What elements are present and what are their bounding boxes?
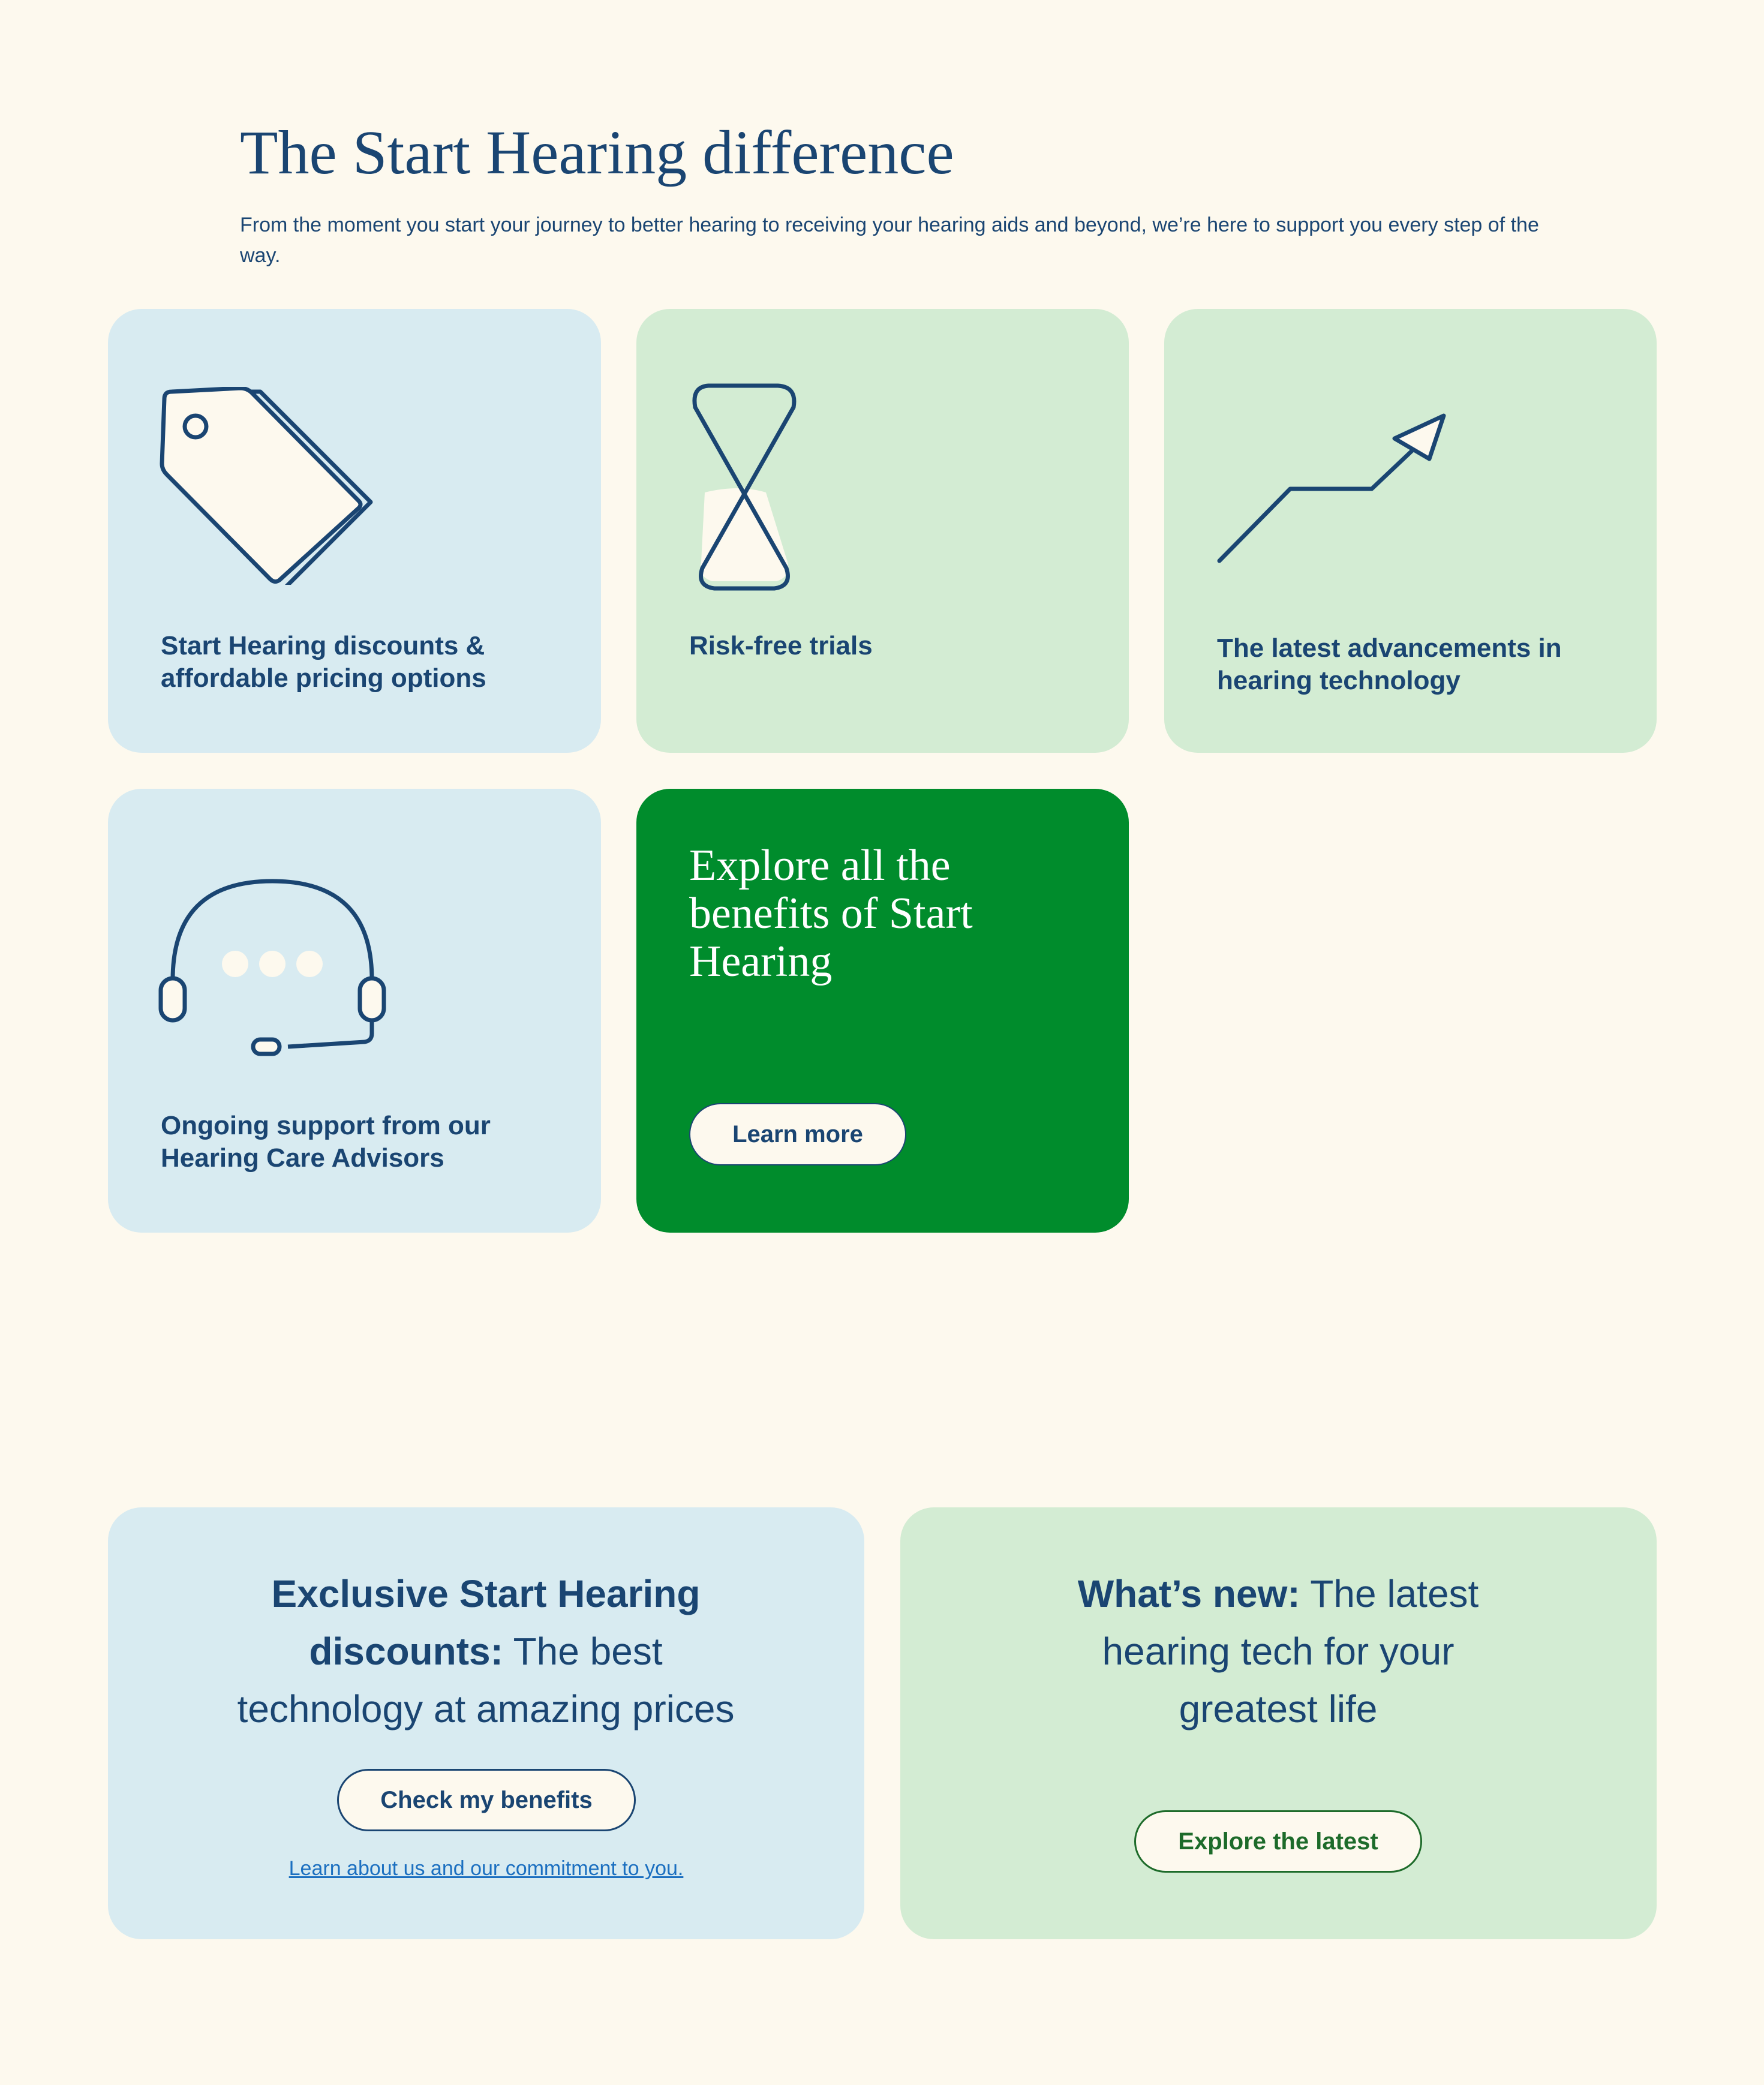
feature-label-trials: Risk-free trials	[689, 631, 873, 660]
promo-body-whats-new: The latest hearing tech for your greatest life	[1102, 1572, 1479, 1731]
promo-heading-whats-new: What’s new:	[1077, 1572, 1300, 1615]
cta-card	[636, 789, 1129, 1233]
promo-text-whats-new	[1062, 1565, 1494, 1738]
feature-card-trials	[636, 309, 1129, 753]
feature-card-discounts	[108, 309, 601, 753]
feature-card-technology	[1164, 309, 1657, 753]
promo-card-discounts	[108, 1507, 864, 1939]
trend-arrow-icon	[1216, 411, 1456, 567]
headset-icon	[158, 879, 386, 1065]
learn-more-button[interactable]: Learn more	[689, 1103, 906, 1165]
promo-heading-discounts: Exclusive Start Hearing discounts:	[271, 1572, 701, 1673]
promo-text-discounts	[216, 1565, 756, 1738]
price-tag-icon	[156, 387, 384, 585]
promo-card-whats-new	[900, 1507, 1657, 1939]
explore-latest-button[interactable]: Explore the latest	[1134, 1810, 1422, 1873]
feature-label-technology: The latest advancements in hearing technology	[1217, 633, 1562, 695]
cta-title: Explore all the benefits of Start Hearing	[689, 841, 973, 986]
check-benefits-button[interactable]: Check my benefits	[337, 1769, 636, 1831]
feature-label-support: Ongoing support from our Hearing Care Advisors	[161, 1111, 491, 1173]
hourglass-icon	[688, 378, 802, 597]
feature-label-discounts: Start Hearing discounts & affordable pricing options	[161, 631, 486, 693]
page-title: The Start Hearing difference	[240, 118, 954, 187]
promo-body-discounts: The best technology at amazing prices	[237, 1630, 735, 1731]
page-subtitle: From the moment you start your journey to better hearing to receiving your hearing aids and beyond, we’re here to support you every step of the way.	[240, 214, 1539, 267]
feature-card-support	[108, 789, 601, 1233]
about-us-link[interactable]: Learn about us and our commitment to you.	[289, 1857, 684, 1880]
